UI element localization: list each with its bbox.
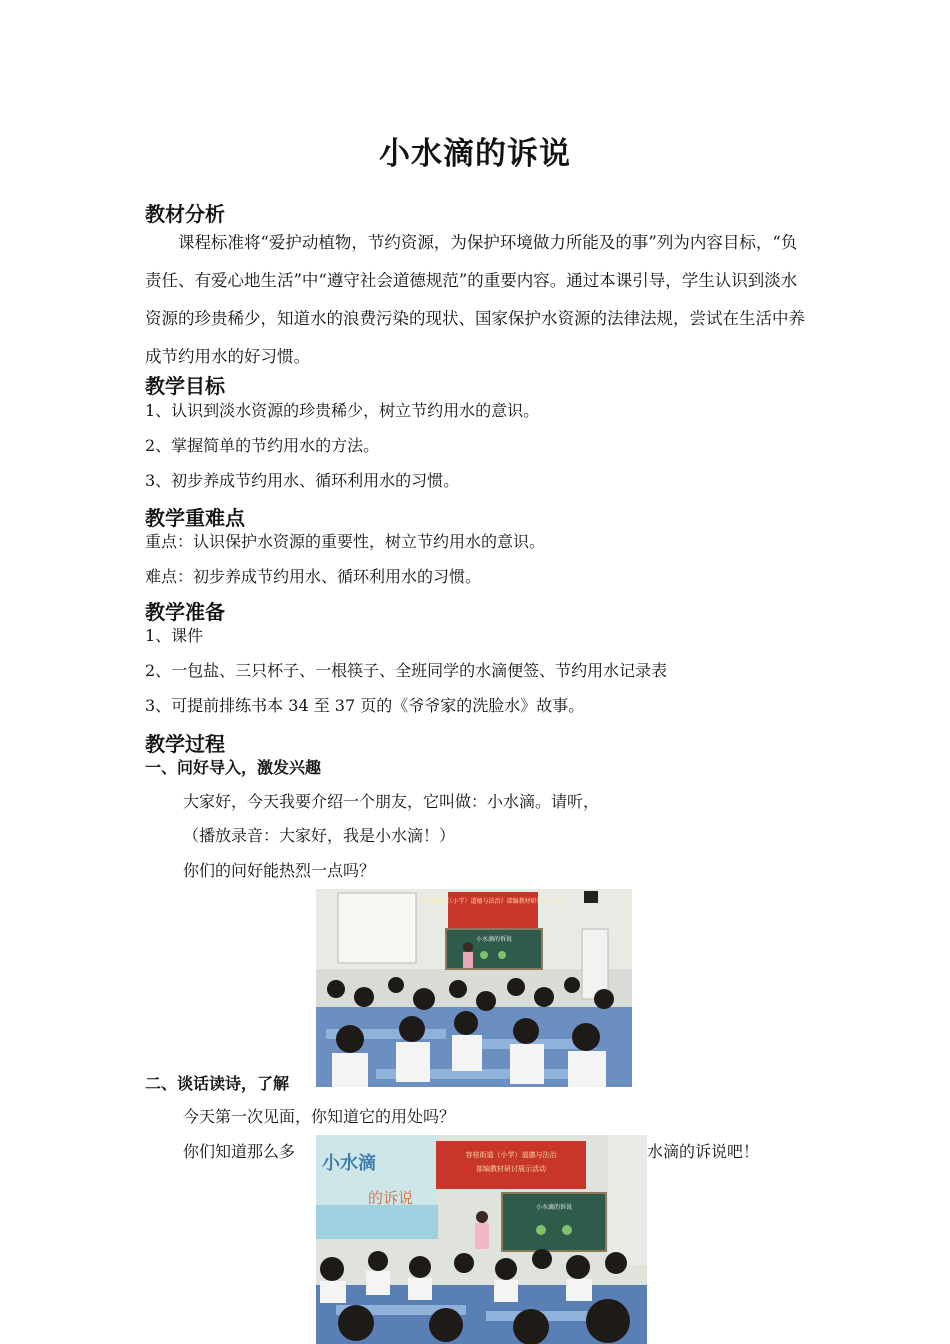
goal-item-1: 1、认识到淡水资源的珍贵稀少，树立节约用水的意识。 <box>145 401 540 420</box>
prep-item-2: 2、一包盐、三只杯子、一根筷子、全班同学的水滴便签、节约用水记录表 <box>145 661 668 680</box>
step1-heading: 一、问好导入，激发兴趣 <box>145 758 322 777</box>
document-title: 小水滴的诉说 <box>379 136 571 172</box>
step2-heading: 二、谈话读诗，了解 <box>145 1074 290 1093</box>
classroom-photo-1 <box>316 889 632 1087</box>
photo2-banner-line1: 容桂街道（小学）道德与法治 <box>465 1151 557 1159</box>
prep-item-1: 1、课件 <box>145 626 204 645</box>
photo2-screen-title: 小水滴 <box>322 1153 376 1174</box>
step2-line-1: 今天第一次见面，你知道它的用处吗？ <box>183 1107 456 1126</box>
photo2-banner-line2: 部编教材研讨展示活动 <box>476 1165 546 1173</box>
goal-item-3: 3、初步养成节约用水、循环利用水的习惯。 <box>145 471 460 490</box>
photo2-board-text: 小水滴的诉说 <box>535 1204 573 1211</box>
heading-analysis: 教材分析 <box>145 202 225 226</box>
step1-line-3: 你们的问好能热烈一点吗？ <box>183 861 376 880</box>
prep-item-3: 3、可提前排练书本 34 至 37 页的《爷爷家的洗脸水》故事。 <box>145 696 585 715</box>
step2-line-2-end: 水滴的诉说吧！ <box>647 1142 760 1161</box>
keypoint-focus: 重点：认识保护水资源的重要性，树立节约用水的意识。 <box>145 532 546 551</box>
photo2-screen-sub: 的诉说 <box>368 1189 414 1207</box>
goal-item-2: 2、掌握简单的节约用水的方法。 <box>145 436 380 455</box>
classroom-photo-2 <box>316 1135 647 1344</box>
analysis-paragraph: 课程标准将“爱护动植物，节约资源，为保护环境做力所能及的事”列为内容目标，“负责任、有爱心地生活”中“遵守社会道德规范”的重要内容。通过本课引导，学生认识到淡水资源的珍贵稀少，知道水的浪费污染的现状、国家保护水资源的法律法规，尝试在生活中养成节约用水的好习惯。 <box>145 233 805 366</box>
photo1-board-text: 小水滴的诉说 <box>475 936 513 943</box>
heading-prep: 教学准备 <box>145 600 225 624</box>
keypoint-difficulty: 难点：初步养成节约用水、循环利用水的习惯。 <box>145 567 482 586</box>
photo1-banner-text: 容桂街道《（小学）道德与法治》部编教材研讨展示活动 <box>419 898 567 905</box>
heading-keypoints: 教学重难点 <box>145 506 245 530</box>
step1-line-2: （播放录音：大家好，我是小水滴！） <box>183 826 456 845</box>
heading-goals: 教学目标 <box>145 374 225 398</box>
heading-process: 教学过程 <box>145 732 225 756</box>
step2-line-2-start: 你们知道那么多 <box>183 1142 296 1161</box>
step1-line-1: 大家好，今天我要介绍一个朋友，它叫做：小水滴。请听， <box>183 792 600 811</box>
